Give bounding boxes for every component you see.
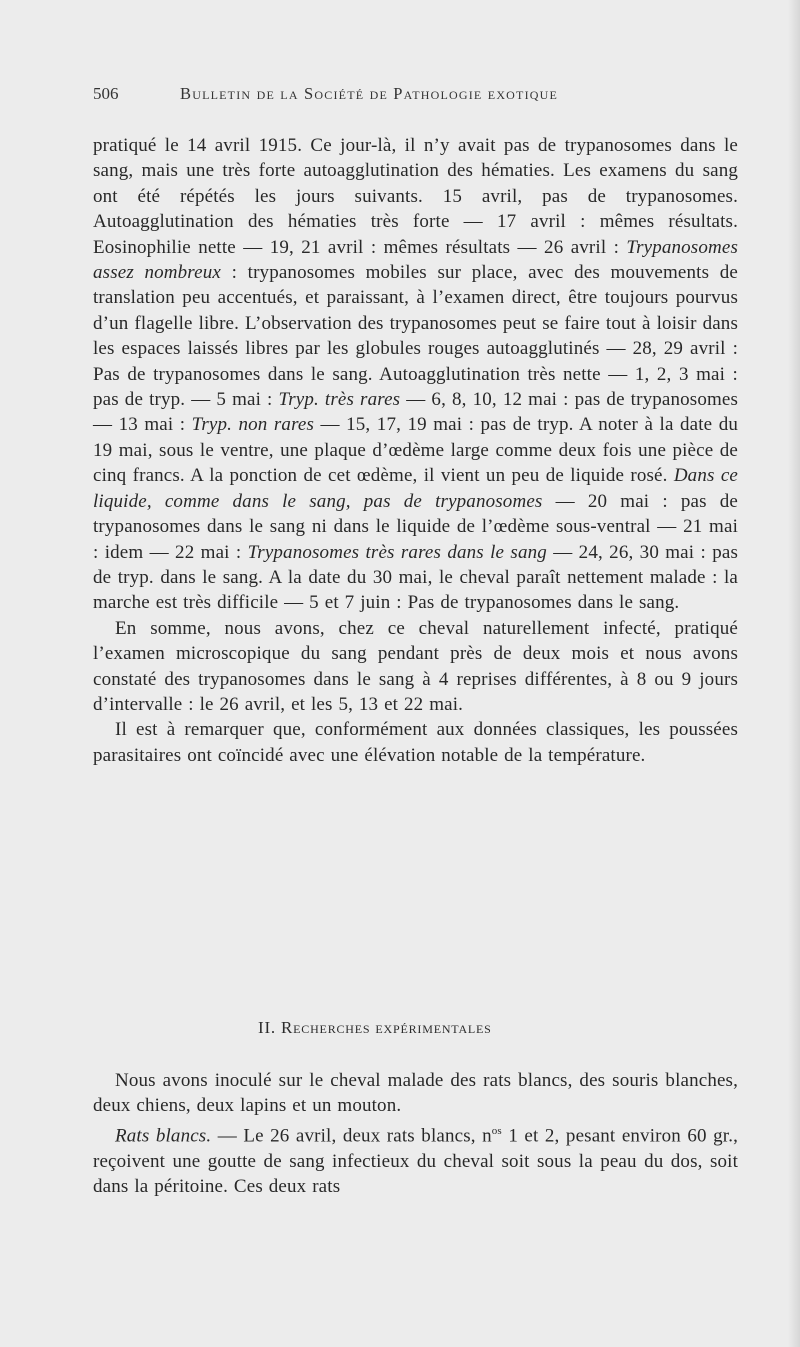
italic-text: Trypanosomes assez nombreux xyxy=(93,236,738,284)
italic-text: Dans ce liquide, comme dans le sang, pas de trypanosomes xyxy=(93,465,738,512)
text-run: 1 et 2, pesant environ 60 gr., reçoivent une goutte de sang infectieux du cheval soit sous la peau du dos, soit dans la péritoine. Ces deux rats xyxy=(93,1125,739,1197)
body-text-upper xyxy=(93,133,738,768)
italic-text: Rats blancs. xyxy=(115,1125,212,1147)
section-heading: II. Recherches expérimentales xyxy=(258,1018,492,1037)
running-head: Bulletin de la Société de Pathologie exotique xyxy=(180,84,559,103)
paragraph xyxy=(93,1119,738,1200)
page-number: 506 xyxy=(93,84,119,103)
text-run: Nous avons inoculé sur le cheval malade des rats blancs, des souris blanches, deux chiens, deux lapins et un mouton. xyxy=(93,1070,738,1117)
paragraph xyxy=(93,616,738,718)
text-run: — Le 26 avril, deux rats blancs, n xyxy=(211,1125,492,1147)
superscript-text: os xyxy=(491,1124,502,1137)
paragraph xyxy=(93,717,738,768)
text-run: — 24, 26, 30 mai : pas de tryp. dans le sang. A la date du 30 mai, le cheval paraît nettement malade : la marche est très difficile — 5 et 7 juin : Pas de trypanosomes dans le sang. xyxy=(93,541,738,614)
italic-text: Trypanosomes très rares dans le sang xyxy=(247,541,547,563)
paragraph xyxy=(93,133,738,616)
text-run: — 6, 8, 10, 12 mai : pas de trypanosomes — 13 mai : xyxy=(93,389,739,436)
text-run: Il est à remarquer que, conformément aux données classiques, les poussées parasitaires ont coïncidé avec une élévation notable de la température. xyxy=(93,719,738,766)
italic-text: Tryp. non rares xyxy=(191,414,315,436)
paragraph xyxy=(93,1068,738,1119)
body-text-lower xyxy=(93,1068,738,1199)
text-run: — 20 mai : pas de trypanosomes dans le sang ni dans le liquide de l’œdème sous-ventral — 21 mai : idem — 22 mai : xyxy=(93,490,739,563)
scan-edge-shadow xyxy=(788,0,800,1347)
italic-text: Tryp. très rares xyxy=(278,389,401,411)
page-header xyxy=(93,84,653,110)
text-run: : trypanosomes mobiles sur place, avec des mouvements de translation peu accentués, et paraissant, à l’examen direct, être toujours pourvus d’un flagelle libre. L’observation des trypanosomes peut se faire tout à loisir dans les espaces laissés libres par les globules rouges autoagglutinés — 28, 29 avril : Pas de trypanosomes dans le sang. Autoagglutination très nette — 1, 2, 3 mai : pas de tryp. — 5 mai : xyxy=(93,262,738,411)
text-run: — 15, 17, 19 mai : pas de tryp. A noter à la date du 19 mai, sous le ventre, une plaque d’œdème large comme deux fois une pièce de cinq francs. A la ponction de cet œdème, il vient un peu de liquide rosé. xyxy=(93,414,739,487)
text-run: En somme, nous avons, chez ce cheval naturellement infecté, pratiqué l’examen microscopique du sang pendant près de deux mois et nous avons constaté des trypanosomes dans le sang à 4 reprises différentes, à 8 ou 9 jours d’intervalle : le 26 avril, et les 5, 13 et 22 mai. xyxy=(93,617,738,715)
text-run: pratiqué le 14 avril 1915. Ce jour-là, il n’y avait pas de trypanosomes dans le sang, mais une très forte autoagglutination des hématies. Les examens du sang ont été répétés les jours suivants. 15 avril, pas de trypanosomes. Autoagglutination des hématies très forte — 17 avril : mêmes résultats. Eosinophilie nette — 19, 21 avril : mêmes résultats — 26 avril : xyxy=(93,135,738,258)
